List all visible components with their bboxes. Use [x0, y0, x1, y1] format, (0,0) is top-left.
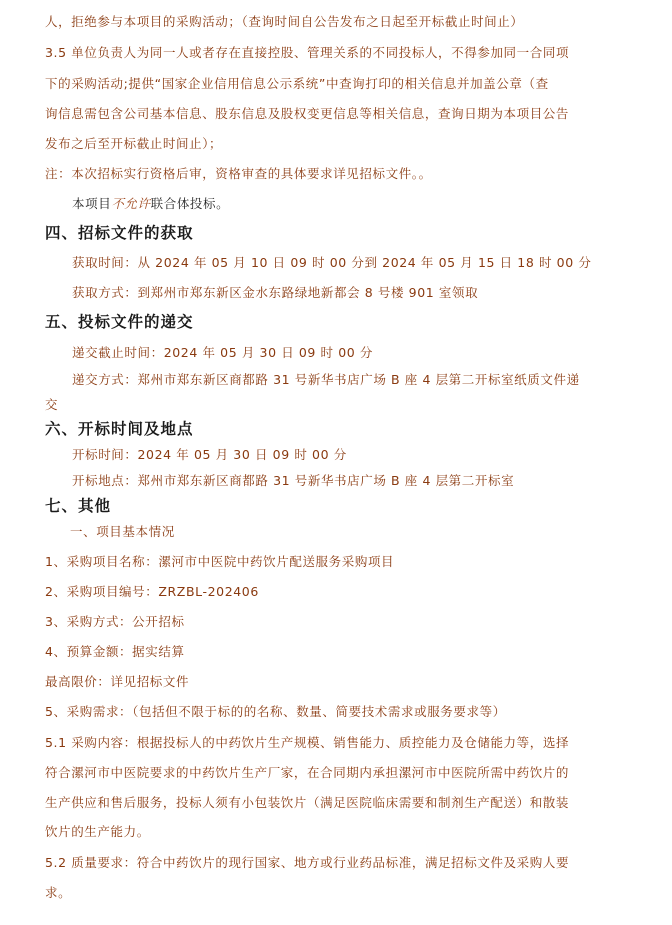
- open-place: 开标地点：郑州市郑东新区商都路 31 号新华书店广场 B 座 4 层第二开标室: [72, 473, 515, 488]
- para-5-1-line4: 饮片的生产能力。: [45, 824, 150, 839]
- section-6-heading: 六、开标时间及地点: [45, 420, 194, 438]
- open-time: 开标时间：2024 年 05 月 30 日 09 时 00 分: [72, 447, 347, 462]
- text-line-3-5-cont1: 下的采购活动;提供“国家企业信用信息公示系统”中查询打印的相关信息并加盖公章（查: [45, 76, 549, 91]
- text-line-3-5: 3.5 单位负责人为同一人或者存在直接控股、管理关系的不同投标人，不得参加同一合同项: [45, 45, 570, 60]
- para-5-1-line1: 5.1 采购内容：根据投标人的中药饮片生产规模、销售能力、质控能力及仓储能力等，选择: [45, 735, 570, 750]
- consortium-prefix: 本项目: [72, 196, 112, 211]
- text-line-3-5-cont2: 询信息需包含公司基本信息、股东信息及股权变更信息等相关信息，查询日期为本项目公告: [45, 106, 570, 121]
- obtain-time: 获取时间：从 2024 年 05 月 10 日 09 时 00 分到 2024 年 05 月 15 日 18 时 00 分: [72, 255, 592, 270]
- item-project-number: 2、采购项目编号：ZRZBL-202406: [45, 584, 259, 599]
- item-requirements: 5、采购需求：（包括但不限于标的的名称、数量、简要技术需求或服务要求等）: [45, 704, 506, 719]
- consortium-not-allowed: 不允许: [111, 196, 151, 211]
- section-5-heading: 五、投标文件的递交: [45, 313, 194, 331]
- para-5-2-line1: 5.2 质量要求：符合中药饮片的现行国家、地方或行业药品标准，满足招标文件及采购人要: [45, 855, 570, 870]
- item-budget: 4、预算金额：据实结算: [45, 644, 185, 659]
- submit-method: 递交方式：郑州市郑东新区商都路 31 号新华书店广场 B 座 4 层第二开标室纸质文件递: [72, 372, 580, 387]
- para-5-1-line2: 符合漯河市中医院要求的中药饮片生产厂家，在合同期内承担漯河市中医院所需中药饮片的: [45, 765, 570, 780]
- item-procurement-method: 3、采购方式：公开招标: [45, 614, 185, 629]
- consortium-line: [72, 195, 229, 213]
- para-5-1-line3: 生产供应和售后服务，投标人须有小包装饮片（满足医院临床需要和制剂生产配送）和散装: [45, 795, 570, 810]
- consortium-suffix: 联合体投标。: [150, 196, 230, 211]
- note-line: 注：本次招标实行资格后审，资格审查的具体要求详见招标文件。。: [45, 166, 432, 181]
- obtain-method: 获取方式：到郑州市郑东新区金水东路绿地新都会 8 号楼 901 室领取: [72, 285, 479, 300]
- section-7-heading: 七、其他: [45, 497, 112, 515]
- item-project-name: 1、采购项目名称：漯河市中医院中药饮片配送服务采购项目: [45, 554, 395, 569]
- submit-method-cont: 交: [45, 397, 59, 412]
- submit-deadline: 递交截止时间：2024 年 05 月 30 日 09 时 00 分: [72, 345, 373, 360]
- project-basic-info-heading: 一、项目基本情况: [70, 524, 175, 539]
- max-price: 最高限价：详见招标文件: [45, 674, 190, 689]
- para-5-2-line2: 求。: [45, 885, 72, 900]
- text-line-qualification-end: 人，拒绝参与本项目的采购活动；（查询时间自公告发布之日起至开标截止时间止）: [45, 14, 524, 29]
- text-line-3-5-cont3: 发布之后至开标截止时间止）；: [45, 136, 223, 151]
- section-4-heading: 四、招标文件的获取: [45, 224, 194, 242]
